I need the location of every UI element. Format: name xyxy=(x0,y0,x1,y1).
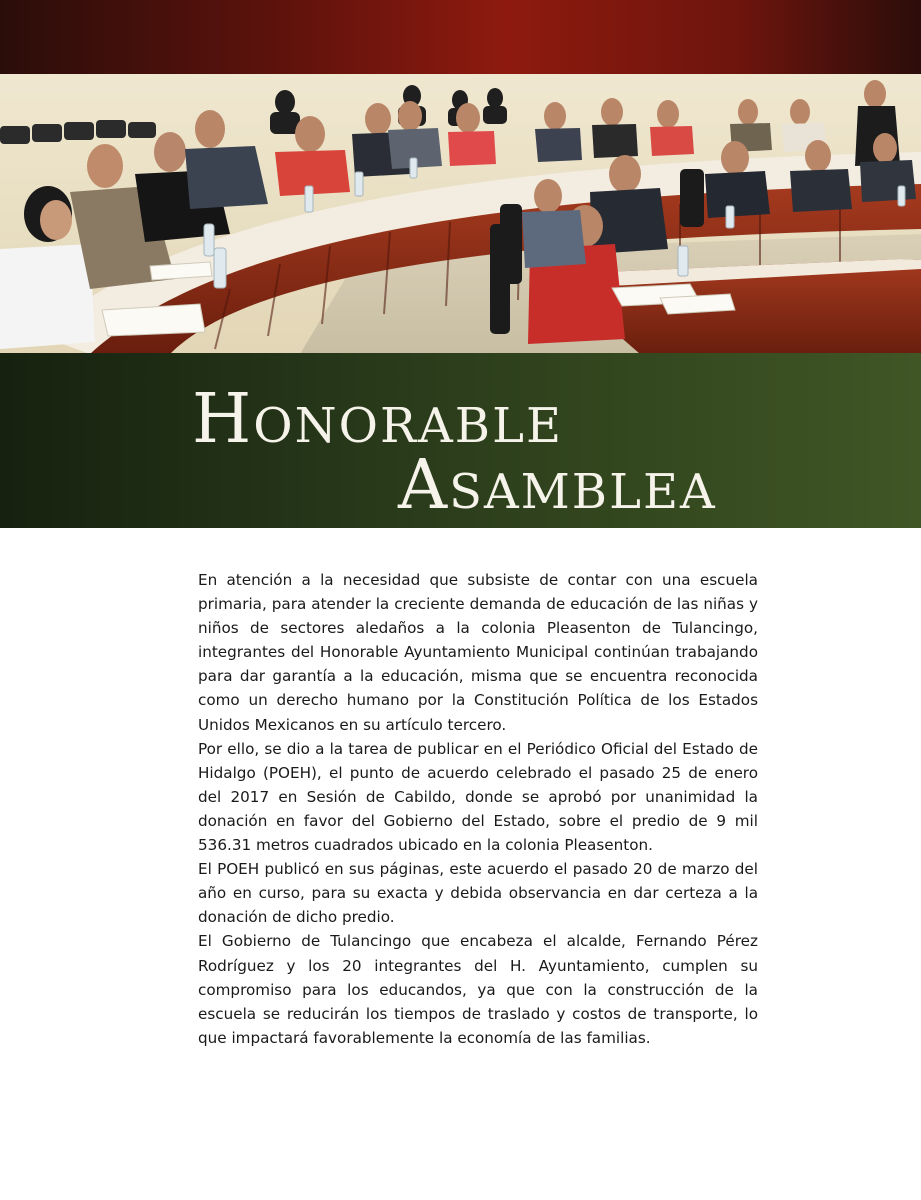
page-title-line-2: Asamblea xyxy=(398,446,717,525)
article-paragraph: Por ello, se dio a la tarea de publicar en el Periódico Oficial del Estado de Hidalgo (POEH), el punto de acuerdo celebrado el pasado 25 de enero del 2017 en Sesión de Cabildo, donde se aprobó por unanimidad la donación en favor del Gobierno del Estado, sobre el predio de 9 mil 536.31 metros cuadrados ubicado en la colonia Pleasenton. xyxy=(198,739,758,855)
page-title-line-1: Honorable xyxy=(192,380,563,459)
council-session-photo xyxy=(0,74,921,354)
article-paragraph: En atención a la necesidad que subsiste de contar con una escuela primaria, para atender la creciente demanda de educación de las niñas y niños de sectores aledaños a la colonia Pleasenton de Tulancingo, integrantes del Honorable Ayuntamiento Municipal continúan trabajando para dar garantía a la educación, misma que se encuentra reconocida como un derecho humano por la Constitución Política de los Estados Unidos Mexicanos en su artículo tercero. xyxy=(198,571,758,734)
article-paragraph: El POEH publicó en sus páginas, este acuerdo el pasado 20 de marzo del año en curso, para su exacta y debida observancia en dar certeza a la donación de dicho predio. xyxy=(198,860,758,927)
top-red-band xyxy=(0,0,921,74)
article-paragraph: El Gobierno de Tulancingo que encabeza el alcalde, Fernando Pérez Rodríguez y los 20 integrantes del H. Ayuntamiento, cumplen su compromiso para los educandos, ya que con la construcción de la escuela se reducirán los tiempos de traslado y costos de transporte, lo que impactará favorablemente la economía de las familias. xyxy=(198,932,758,1047)
article-body xyxy=(198,568,758,1050)
